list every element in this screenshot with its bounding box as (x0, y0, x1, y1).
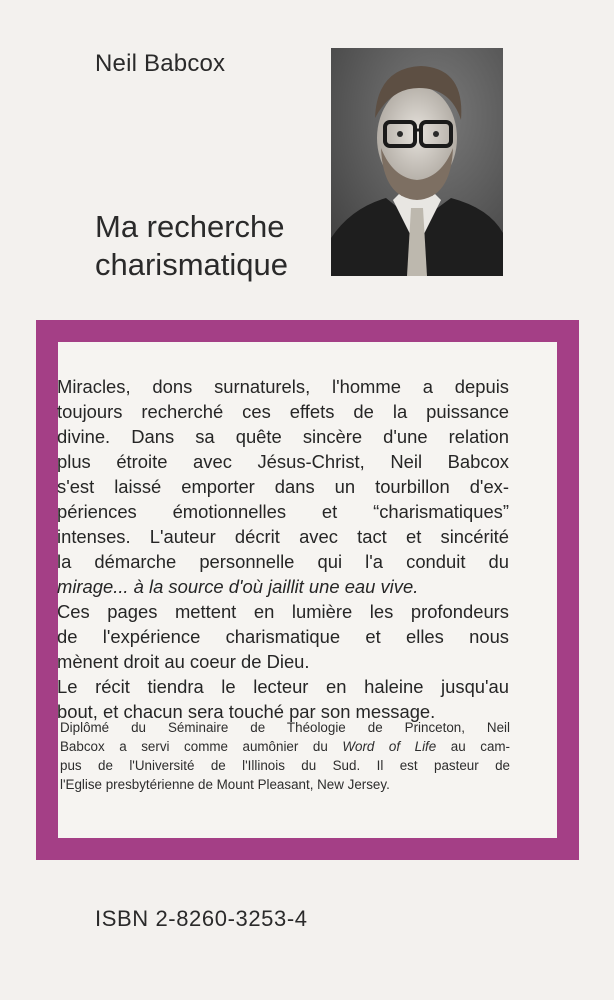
title-line-1: Ma recherche (95, 209, 285, 244)
isbn: ISBN 2-8260-3253-4 (95, 906, 308, 931)
author-name: Neil Babcox (95, 50, 226, 77)
description-line: Le récit tiendra le lecteur en haleine jusqu'au (57, 676, 509, 697)
description-line: Miracles, dons surnaturels, l'homme a depuis (57, 376, 509, 397)
bio-line: l'Eglise presbytérienne de Mount Pleasant, New Jersey. (60, 777, 390, 792)
description-line: plus étroite avec Jésus-Christ, Neil Babcox (57, 451, 509, 472)
description-line: bout, et chacun sera touché par son message. (57, 701, 436, 722)
bio-line: pus de l'Université de l'Illinois du Sud. Il est pasteur de (60, 758, 510, 773)
author-photo (331, 48, 503, 276)
title-line-2: charismatique (95, 247, 288, 282)
book-title (95, 208, 288, 284)
bio-text: Babcox a servi comme aumônier du (60, 739, 343, 754)
author-bio (60, 718, 510, 794)
bio-text: au cam- (436, 739, 511, 754)
italic-phrase: mirage... à la source d'où jaillit une eau vive. (57, 576, 419, 597)
description-text (57, 374, 509, 724)
description-line: de l'expérience charismatique et elles nous (57, 626, 509, 647)
description-line: Ces pages mettent en lumière les profondeurs (57, 601, 509, 622)
description-line: intenses. L'auteur décrit avec tact et sincérité (57, 526, 509, 547)
bio-line: Diplômé du Séminaire de Théologie de Princeton, Neil (60, 720, 510, 735)
bio-italic: Word of Life (342, 739, 437, 754)
description-line: périences émotionnelles et “charismatiques” (57, 501, 509, 522)
description-line: toujours recherché ces effets de la puissance (57, 401, 509, 422)
description-line: s'est laissé emporter dans un tourbillon d'ex- (57, 476, 509, 497)
description-line: la démarche personnelle qui l'a conduit du (57, 551, 509, 572)
bio-line (60, 737, 510, 756)
description-line: mènent droit au coeur de Dieu. (57, 651, 310, 672)
description-line: divine. Dans sa quête sincère d'une relation (57, 426, 509, 447)
description-line-italic (57, 574, 509, 599)
